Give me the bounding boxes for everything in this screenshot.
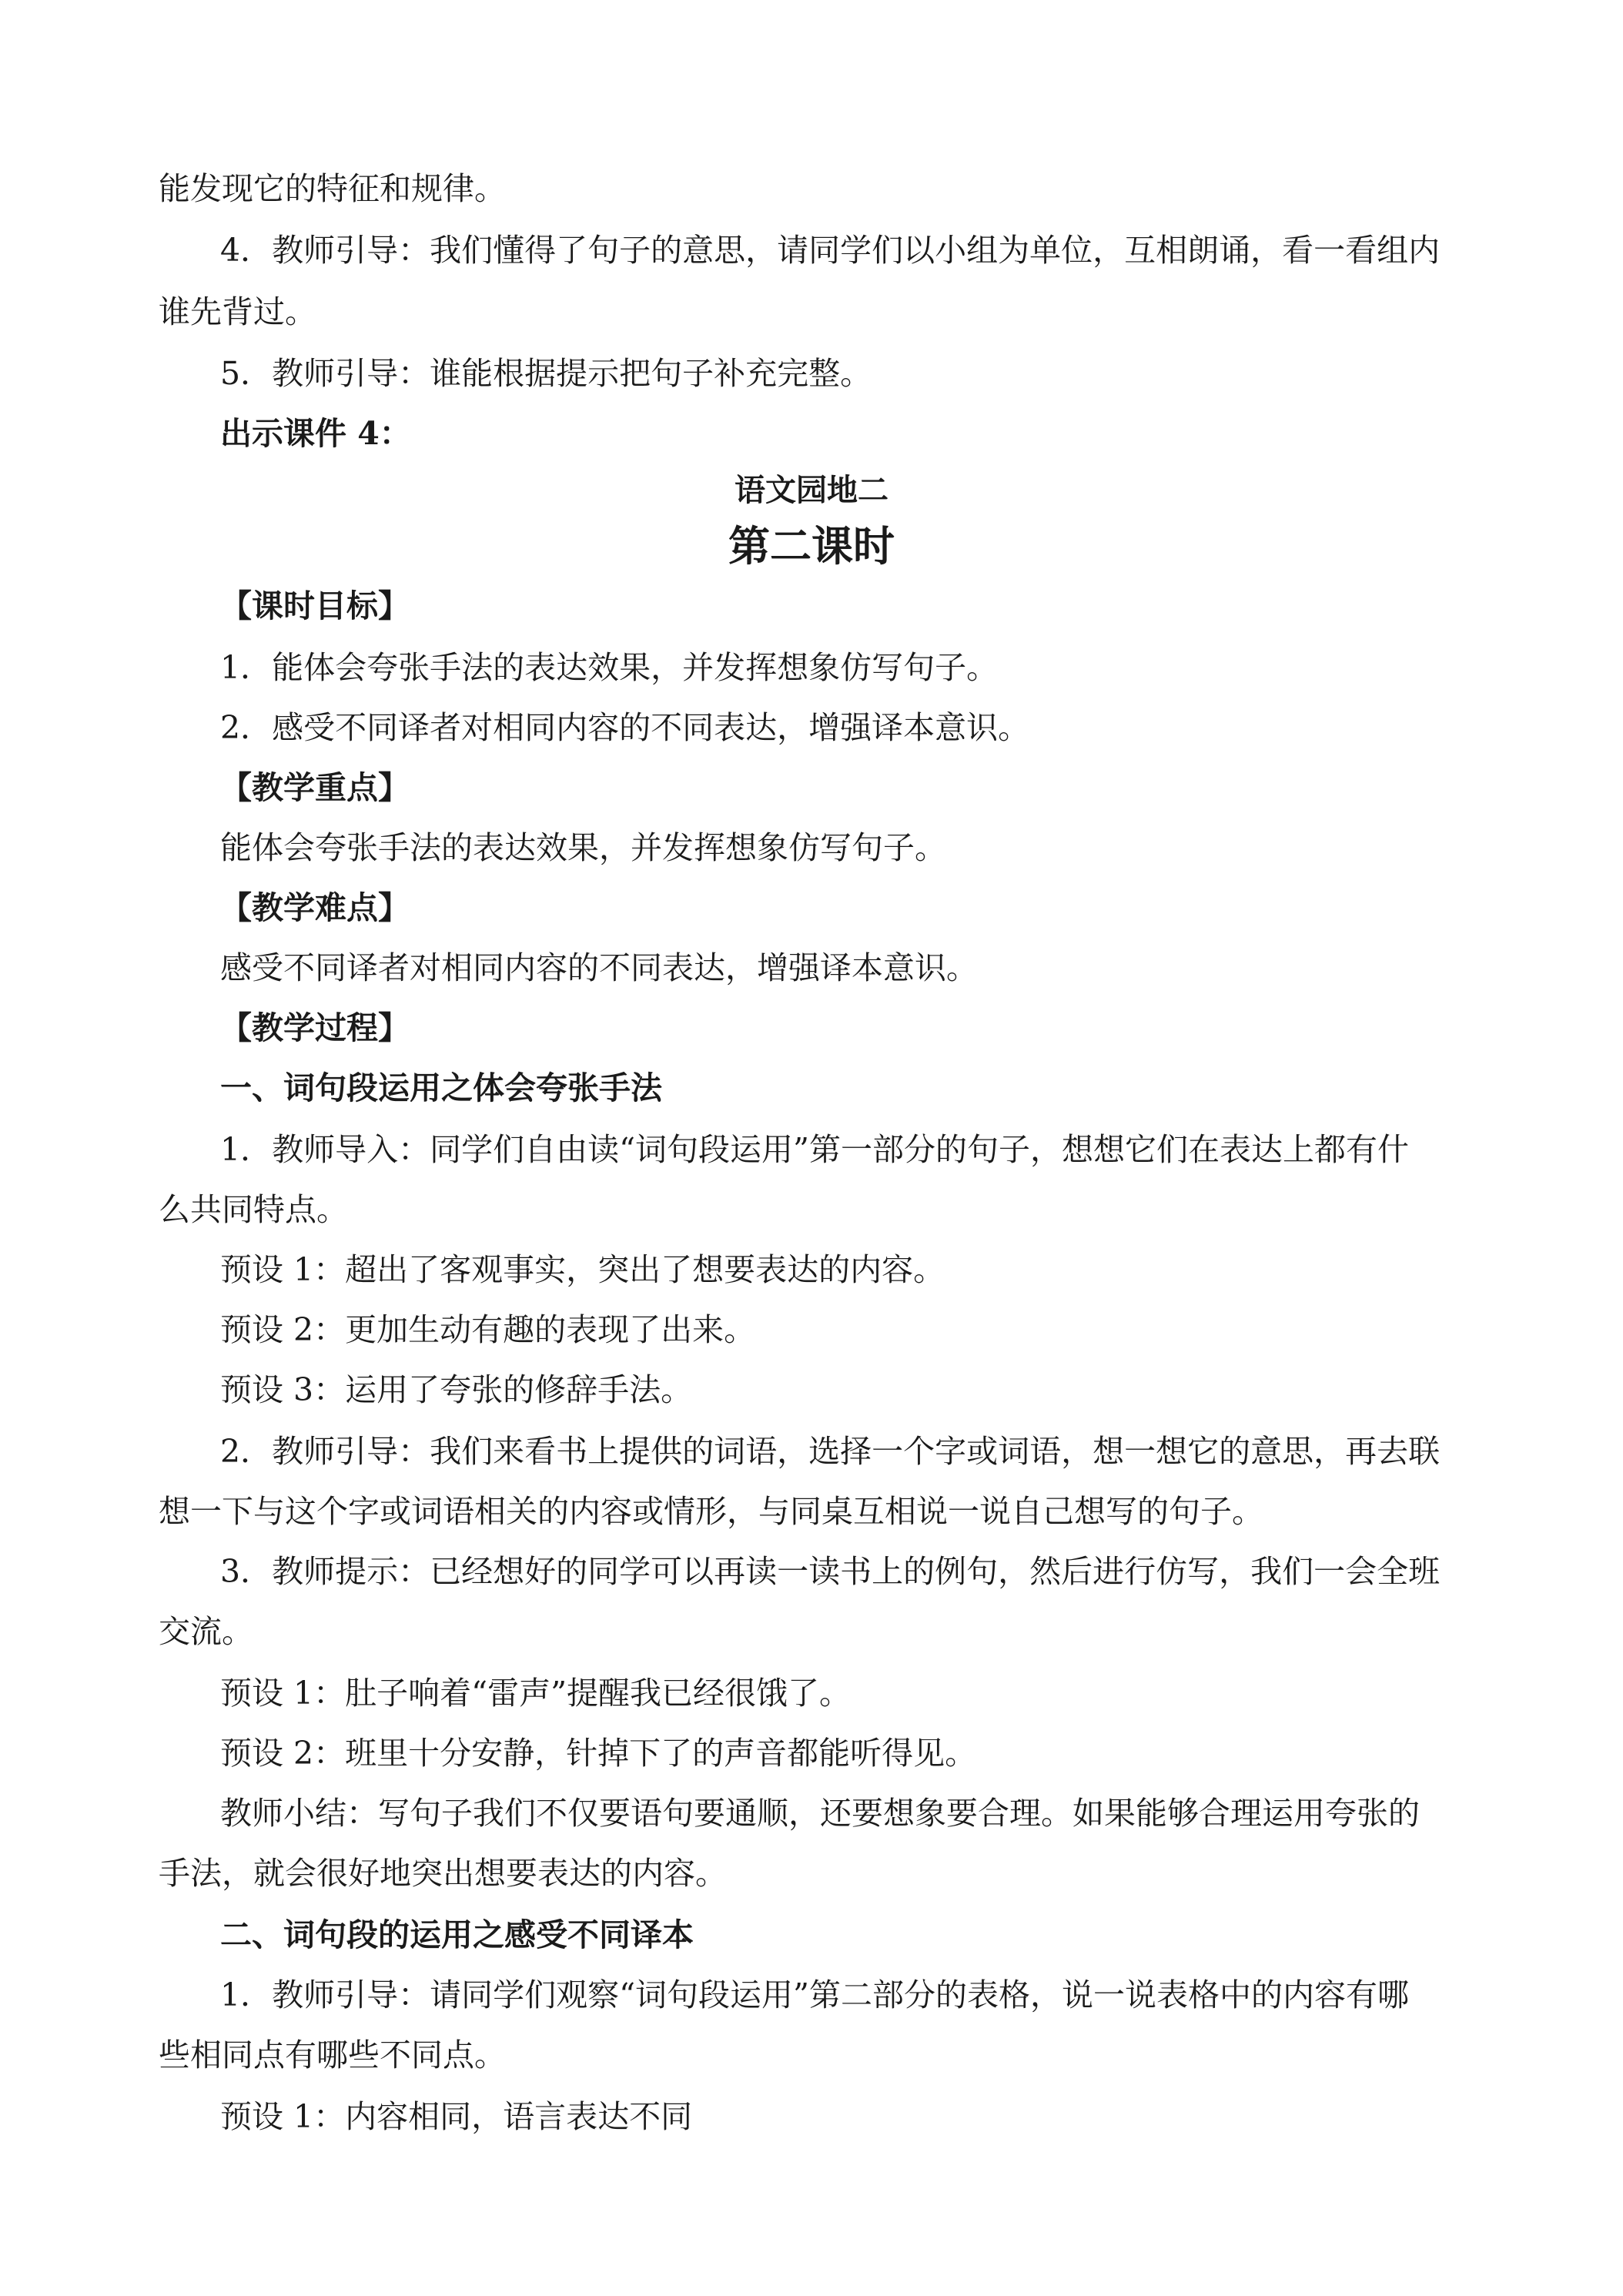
text-line: 想一下与这个字或词语相关的内容或情形，与同桌互相说一说自己想写的句子。 (159, 1493, 1263, 1530)
subheading-part-2: 二、词句段的运用之感受不同译本 (220, 1916, 694, 1953)
text-line: 教师小结：写句子我们不仅要语句要通顺，还要想象要合理。如果能够合理运用夸张的 (220, 1795, 1420, 1832)
text-line: 2．教师引导：我们来看书上提供的词语，选择一个字或词语，想一想它的意思，再去联 (220, 1433, 1441, 1470)
text-line: 预设 1：肚子响着“雷声”提醒我已经很饿了。 (220, 1675, 852, 1712)
text-line: 预设 2：班里十分安静，针掉下了的声音都能听得见。 (220, 1735, 977, 1772)
text-line: 么共同特点。 (159, 1191, 348, 1228)
text-line: 预设 2：更加生动有趣的表现了出来。 (220, 1311, 756, 1348)
text-line: 2．感受不同译者对相同内容的不同表达，增强译本意识。 (220, 709, 1030, 746)
text-line: 手法，就会很好地突出想要表达的内容。 (159, 1855, 727, 1892)
text-line: 谁先背过。 (159, 293, 316, 330)
text-line: 些相同点有哪些不同点。 (159, 2037, 506, 2073)
subheading-part-1: 一、词句段运用之体会夸张手法 (220, 1069, 662, 1106)
text-line: 5．教师引导：谁能根据提示把句子补充完整。 (220, 355, 872, 392)
heading-difficulties: 【教学难点】 (220, 889, 410, 926)
text-line: 能发现它的特征和规律。 (159, 170, 506, 207)
courseware-label: 出示课件 4： (220, 415, 411, 452)
text-line: 1．能体会夸张手法的表达效果，并发挥想象仿写句子。 (220, 649, 999, 686)
text-line: 3．教师提示：已经想好的同学可以再读一读书上的例句，然后进行仿写，我们一会全班 (220, 1553, 1441, 1590)
text-line: 1．教师导入：同学们自由读“词句段运用”第一部分的句子，想想它们在表达上都有什 (220, 1131, 1410, 1168)
text-line: 交流。 (159, 1613, 253, 1650)
lesson-title: 第二课时 (728, 521, 895, 571)
text-line: 预设 1：内容相同，语言表达不同 (220, 2098, 693, 2135)
section-title: 语文园地二 (735, 472, 888, 508)
text-line: 感受不同译者对相同内容的不同表达，增强译本意识。 (220, 949, 978, 986)
heading-key-points: 【教学重点】 (220, 769, 410, 806)
heading-objectives: 【课时目标】 (220, 587, 410, 624)
text-line: 能体会夸张手法的表达效果，并发挥想象仿写句子。 (220, 829, 946, 866)
heading-process: 【教学过程】 (220, 1009, 410, 1046)
text-line: 预设 3：运用了夸张的修辞手法。 (220, 1371, 693, 1408)
text-line: 预设 1：超出了客观事实，突出了想要表达的内容。 (220, 1251, 945, 1288)
text-line: 1．教师引导：请同学们观察“词句段运用”第二部分的表格，说一说表格中的内容有哪 (220, 1976, 1410, 2013)
text-line: 4．教师引导：我们懂得了句子的意思，请同学们以小组为单位，互相朗诵，看一看组内 (220, 232, 1441, 269)
